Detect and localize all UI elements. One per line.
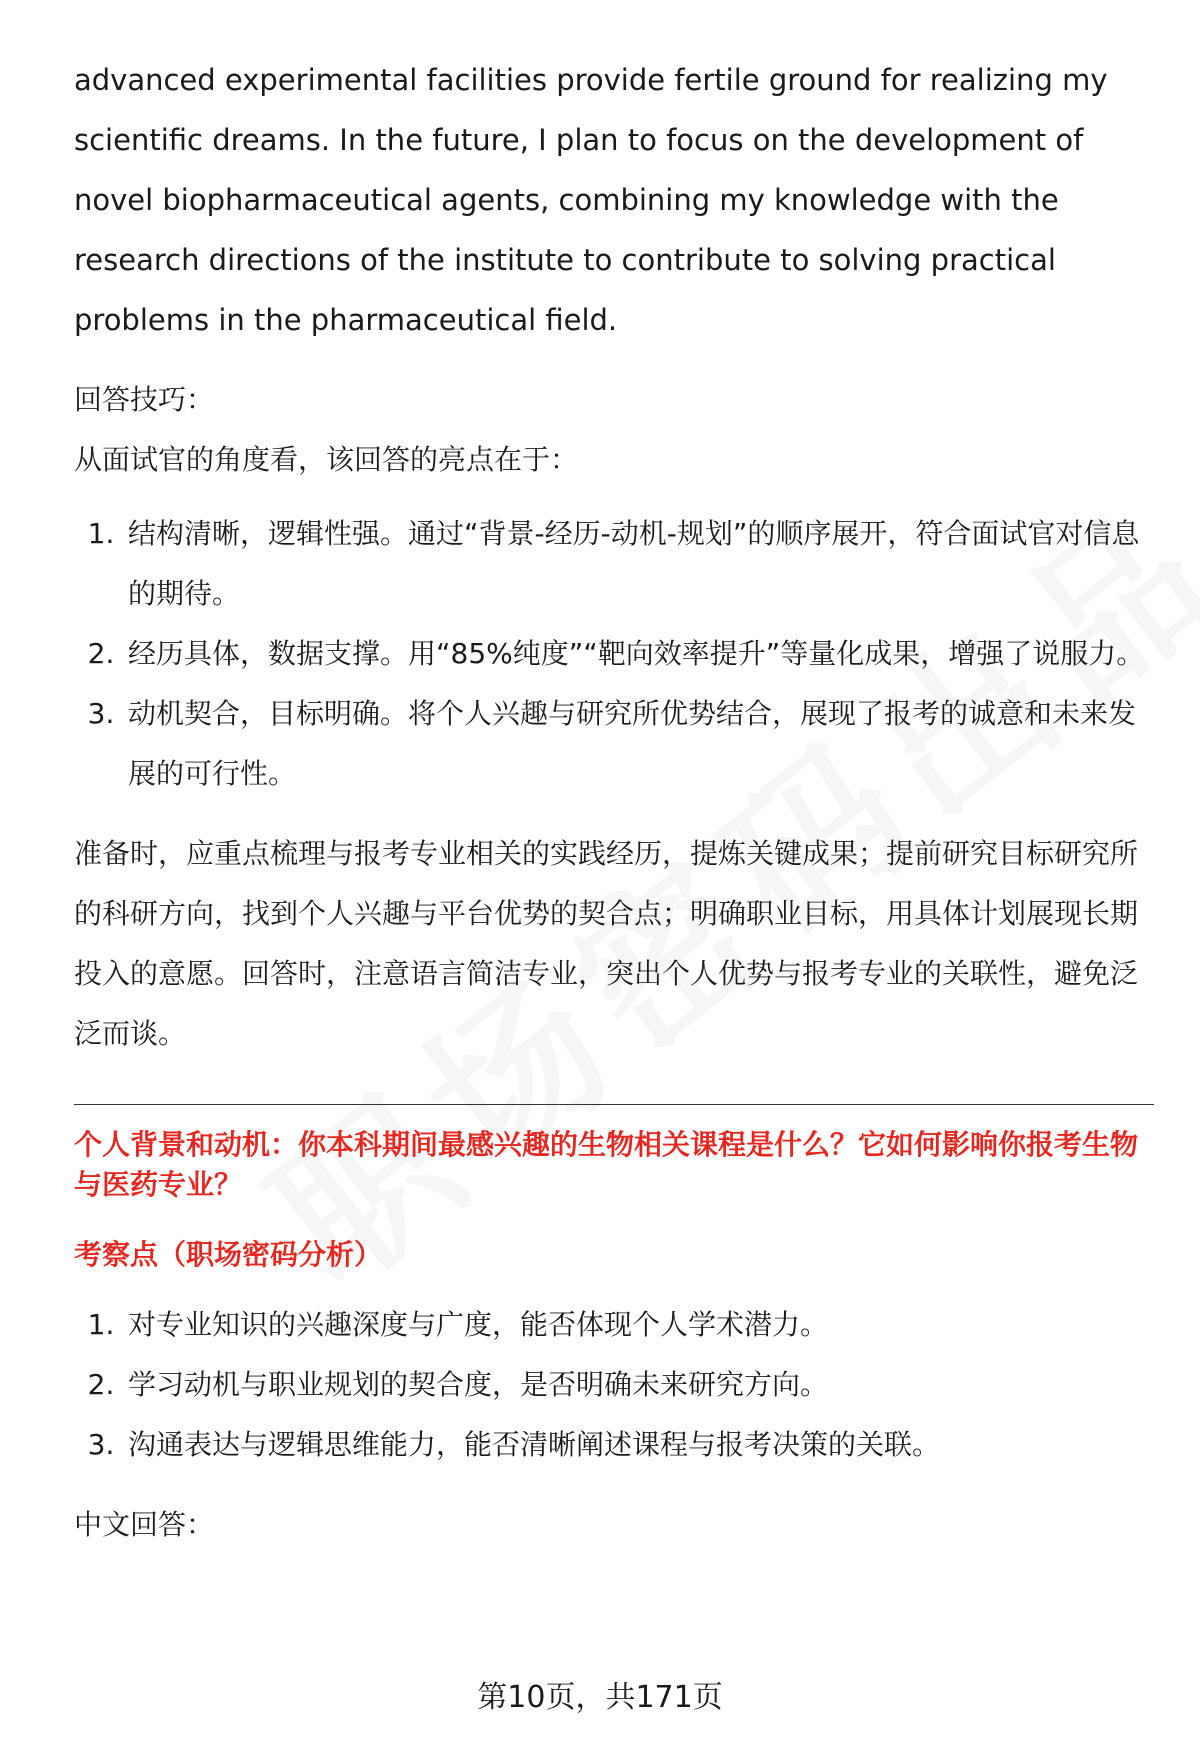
- question-title: 个人背景和动机：你本科期间最感兴趣的生物相关课程是什么？它如何影响你报考生物与医药专业？: [74, 1128, 1139, 1201]
- prep-paragraph: 准备时，应重点梳理与报考专业相关的实践经历，提炼关键成果；提前研究目标研究所的科研方向，找到个人兴趣与平台优势的契合点；明确职业目标，用具体计划展现长期投入的意愿。回答时，注意语言简洁专业，突出个人优势与报考专业的关联性，避免泛泛而谈。: [74, 837, 1139, 1050]
- section-divider: [74, 1104, 1154, 1105]
- list-number: 1.: [87, 1308, 115, 1341]
- list-item: [74, 1355, 1154, 1415]
- answer-label: 中文回答：: [74, 1508, 215, 1541]
- list-item: [74, 1295, 1154, 1355]
- list-text: 结构清晰，逻辑性强。通过“背景-经历-动机-规划”的顺序展开，符合面试官对信息的期待。: [128, 517, 1140, 610]
- assessment-label: 考察点（职场密码分析）: [74, 1238, 383, 1271]
- list-text: 学习动机与职业规划的契合度，是否明确未来研究方向。: [128, 1368, 829, 1401]
- assessment-list: [74, 1295, 1154, 1475]
- highlights-list: [74, 504, 1154, 804]
- tips-label: 回答技巧：: [74, 383, 215, 416]
- list-text: 动机契合，目标明确。将个人兴趣与研究所优势结合，展现了报考的诚意和未来发展的可行性。: [128, 697, 1137, 790]
- tips-intro: 从面试官的角度看，该回答的亮点在于：: [74, 443, 579, 476]
- list-number: 2.: [87, 1368, 115, 1401]
- list-number: 1.: [87, 517, 115, 550]
- list-text: 经历具体，数据支撑。用“85%纯度”“靶向效率提升”等量化成果，增强了说服力。: [128, 637, 1145, 670]
- list-text: 沟通表达与逻辑思维能力，能否清晰阐述课程与报考决策的关联。: [128, 1428, 941, 1461]
- list-text: 对专业知识的兴趣深度与广度，能否体现个人学术潜力。: [128, 1308, 829, 1341]
- list-item: [74, 684, 1154, 804]
- intro-paragraph: advanced experimental facilities provide fertile ground for realizing my scientific dreams. In the future, I plan to focus on the development of novel biopharmaceutical agents, combining my knowledge with the research directions of the institute to contribute to solving practical problems in the pharmaceutical field.: [74, 63, 1108, 337]
- list-number: 3.: [87, 697, 115, 730]
- list-number: 3.: [87, 1428, 115, 1461]
- list-number: 2.: [87, 637, 115, 670]
- page-footer: 第10页，共171页: [477, 1680, 723, 1715]
- list-item: [74, 1415, 1154, 1475]
- list-item: [74, 624, 1154, 684]
- list-item: [74, 504, 1154, 624]
- document-page: [74, 50, 1154, 1555]
